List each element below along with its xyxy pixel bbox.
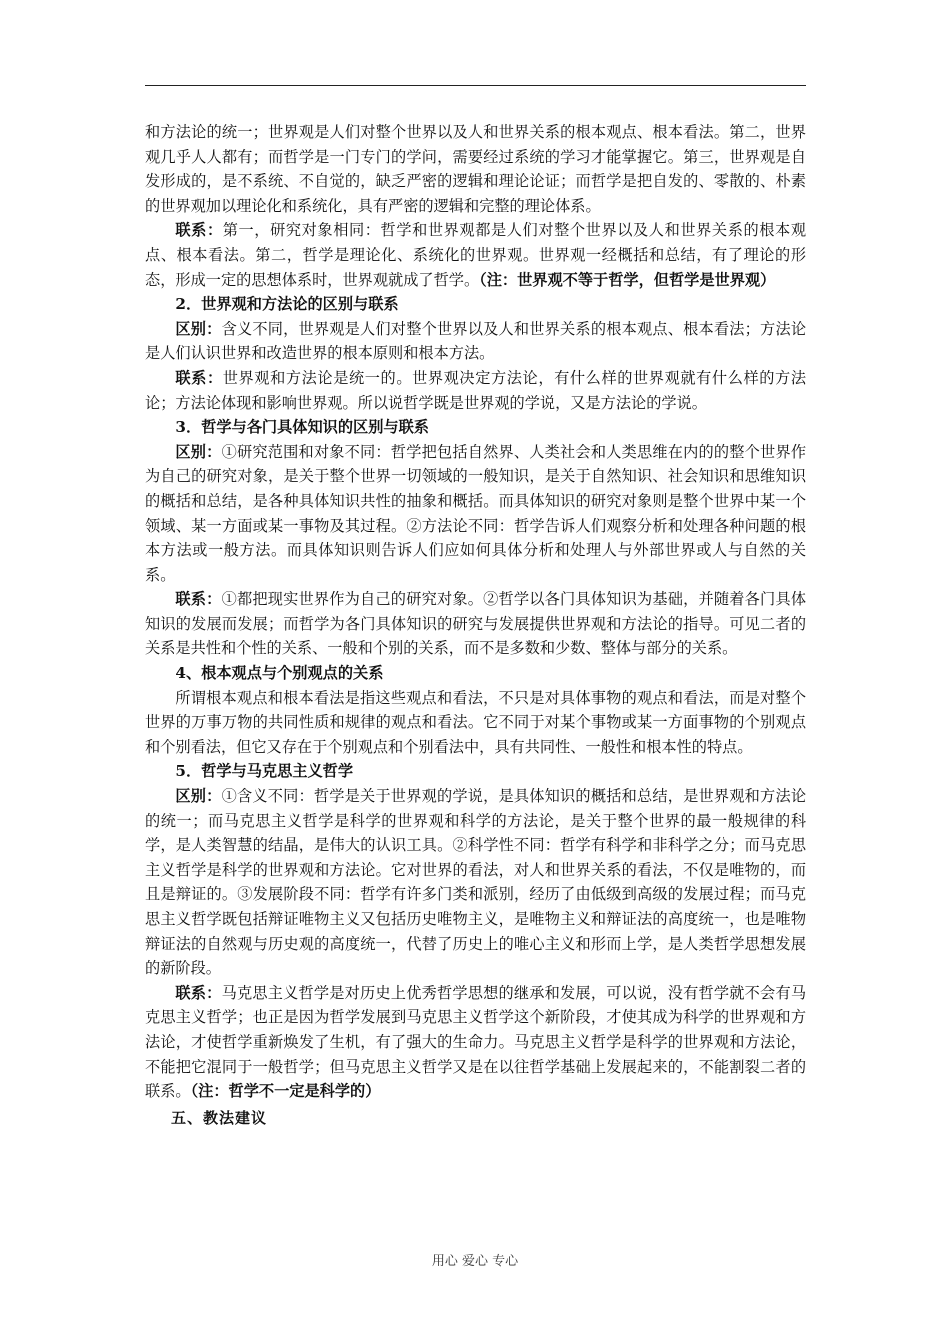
paragraph: 联系：马克思主义哲学是对历史上优秀哲学思想的继承和发展，可以说，没有哲学就不会有马克思主义哲学；也正是因为哲学发展到马克思主义哲学这个新阶段，才使其成为科学的世界观和方法论，才使哲学重新焕发了生机，有了强大的生命力。马克思主义哲学是科学的世界观和方法论，不能把它混同于一般哲学；但马克思主义哲学又是在以往哲学基础上发展起来的，不能割裂二者的联系。（注：哲学不一定是科学的） [145,983,807,1101]
header-rule [145,85,806,86]
paragraph: 联系：世界观和方法论是统一的。世界观决定方法论，有什么样的世界观就有什么样的方法论；方法论体现和影响世界观。所以说哲学既是世界观的学说，又是方法论的学说。 [145,368,807,412]
paragraph: 区别：含义不同，世界观是人们对整个世界以及人和世界关系的根本观点、根本看法；方法论是人们认识世界和改造世界的根本原则和根本方法。 [145,319,807,363]
section-heading: 五、教法建议 [171,1108,268,1127]
paragraph: 区别：①研究范围和对象不同：哲学把包括自然界、人类社会和人类思维在内的的整个世界作为自己的研究对象，是关于整个世界一切领域的一般知识，是关于自然知识、社会知识和思维知识的概括和总结，是各种具体知识共性的抽象和概括。而具体知识的研究对象则是整个世界中某一个领域、某一方面或某一事物及其过程。②方法论不同：哲学告诉人们观察分析和处理各种问题的根本方法或一般方法。而具体知识则告诉人们应如何具体分析和处理人与外部世界或人与自然的关系。 [145,442,807,584]
note: （注：哲学不一定是科学的） [190,1082,381,1101]
label-lianxi: 联系： [175,983,222,1002]
heading-5: 5．哲学与马克思主义哲学 [175,762,354,781]
paragraph: 和方法论的统一；世界观是人们对整个世界以及人和世界关系的根本观点、根本看法。第二，世界观几乎人人都有；而哲学是一门专门的学问，需要经过系统的学习才能掌握它。第三，世界观是自发形成的，是不系统、不自觉的，缺乏严密的逻辑和理论论证；而哲学是把自发的、零散的、朴素的世界观加以理论化和系统化，具有严密的逻辑和完整的理论体系。 [145,123,806,215]
heading-3: 3．哲学与各门具体知识的区别与联系 [175,418,429,437]
paragraph: 区别：①含义不同：哲学是关于世界观的学说，是具体知识的概括和总结，是世界观和方法论的统一；而马克思主义哲学是科学的世界观和科学的方法论，是关于整个世界的最一般规律的科学，是人类智慧的结晶，是伟大的认识工具。②科学性不同：哲学有科学和非科学之分；而马克思主义哲学是科学的世界观和方法论。它对世界的看法，对人和世界关系的看法，不仅是唯物的，而且是辩证的。③发展阶段不同：哲学有许多门类和派别，经历了由低级到高级的发展过程；而马克思主义哲学既包括辩证唯物主义又包括历史唯物主义，是唯物主义和辩证法的高度统一，也是唯物辩证法的自然观与历史观的高度统一，代替了历史上的唯心主义和形而上学，是人类哲学思想发展的新阶段。 [145,787,807,978]
heading-2: 2．世界观和方法论的区别与联系 [175,295,399,314]
paragraph: 所谓根本观点和根本看法是指这些观点和看法，不只是对具体事物的观点和看法，而是对整个世界的万事万物的共同性质和规律的观点和看法。它不同于对某个事物或某一方面事物的个别观点和个别看法，但它又存在于个别观点和个别看法中，具有共同性、一般性和根本性的特点。 [145,688,806,756]
document-body [145,120,806,1130]
label-qubie: 区别： [175,319,222,338]
paragraph: 联系：①都把现实世界作为自己的研究对象。②哲学以各门具体知识为基础，并随着各门具体知识的发展而发展；而哲学为各门具体知识的研究与发展提供世界观和方法论的指导。可见二者的关系是共性和个性的关系、一般和个别的关系，而不是多数和少数、整体与部分的关系。 [145,590,807,658]
label-lianxi: 联系： [175,368,223,387]
heading-4: 4、根本观点与个别观点的关系 [175,664,384,683]
label-lianxi: 联系： [175,590,222,609]
paragraph: 联系：第一，研究对象相同：哲学和世界观都是人们对整个世界以及人和世界关系的根本观点、根本看法。第二，哲学是理论化、系统化的世界观。世界观一经概括和总结，有了理论的形态，形成一定的思想体系时，世界观就成了哲学。（注：世界观不等于哲学，但哲学是世界观） [145,221,807,289]
note: （注：世界观不等于哲学，但哲学是世界观） [479,270,776,289]
label-lianxi: 联系： [175,221,223,240]
label-qubie: 区别： [175,787,222,806]
page-footer: 用心 爱心 专心 [431,1254,519,1269]
label-qubie: 区别： [175,442,222,461]
